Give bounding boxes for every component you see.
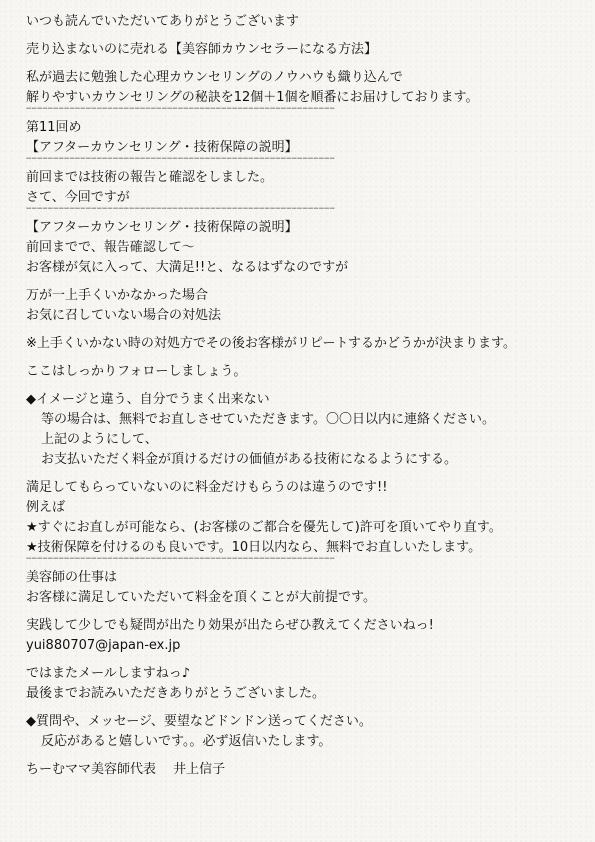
contact-email[interactable]: yui880707@japan-ex.jp — [26, 638, 181, 653]
divider-line: −−−−−−−−−−−−−−−−−−−−−−−−−−−−−−−−−−−−−−−−−−−−−−−−−−−−−−−−− — [26, 555, 335, 564]
follow-up-text: ここはしっかりフォローしましょう。 — [26, 364, 247, 379]
problem-paragraph — [26, 286, 585, 326]
closing-paragraph — [26, 664, 585, 704]
satisfaction-line: 例えば — [26, 500, 66, 515]
satisfaction-paragraph — [26, 478, 585, 558]
problem-line: お気に召していない場合の対処法 — [26, 308, 222, 323]
intro-paragraph — [26, 68, 585, 108]
case-line: 等の場合は、無料でお直しさせていただきます。〇〇日以内に連絡ください。 — [41, 412, 495, 427]
closing-line: 最後までお読みいただきありがとうございました。 — [26, 686, 326, 701]
section-heading: 【アフターカウンセリング・技術保障の説明】 — [26, 220, 298, 235]
job-line: お客様に満足していただいて料金を頂くことが大前提です。 — [26, 590, 376, 605]
closing-line: ではまたメールしますねっ♪ — [26, 666, 191, 681]
greeting-text: いつも読んでいただいてありがとうございます — [26, 14, 300, 29]
section-paragraph — [26, 218, 585, 278]
intro-line: 解りやすいカウンセリングの秘訣を12個＋1個を順番にお届けしております。 — [26, 90, 479, 105]
series-title — [26, 40, 585, 60]
signature-text: ちーむママ美容師代表 井上信子 — [26, 762, 226, 777]
case-block — [26, 390, 585, 470]
case-line: 上記のようにして、 — [41, 432, 158, 447]
section-line: 前回までで、報告確認して〜 — [26, 240, 195, 255]
divider-line: −−−−−−−−−−−−−−−−−−−−−−−−−−−−−−−−−−−−−−−−−−−−−−−−−−−−−−−−− — [26, 105, 335, 114]
note-text: ※上手くいかない時の対処方でその後お客様がリピートするかどうかが決まります。 — [26, 336, 516, 351]
satisfaction-line: 満足してもらっていないのに料金だけもらうのは違うのです!! — [26, 480, 388, 495]
problem-line: 万が一上手くいかなかった場合 — [26, 288, 209, 303]
job-line: 美容師の仕事は — [26, 570, 118, 585]
recap-line: さて、今回ですが — [26, 190, 130, 205]
episode-topic: 【アフターカウンセリング・技術保障の説明】 — [26, 140, 298, 155]
divider-line: −−−−−−−−−−−−−−−−−−−−−−−−−−−−−−−−−−−−−−−−−−−−−−−−−−−−−−−−− — [26, 155, 335, 164]
greeting — [26, 12, 585, 32]
note-paragraph — [26, 334, 585, 354]
divider-line: −−−−−−−−−−−−−−−−−−−−−−−−−−−−−−−−−−−−−−−−−−−−−−−−−−−−−−−−− — [26, 205, 335, 214]
intro-line: 私が過去に勉強した心理カウンセリングのノウハウも織り込んで — [26, 70, 403, 85]
section-line: お客様が気に入って、大満足!!と、なるはずなのですが — [26, 260, 349, 275]
recap-line: 前回までは技術の報告と確認をしました。 — [26, 170, 274, 185]
example-item: ★すぐにお直しが可能なら、(お客様のご都合を優先して)許可を頂いてやり直す。 — [26, 520, 502, 535]
invite-line: ◆質問や、メッセージ、要望などドンドン送ってください。 — [26, 714, 372, 729]
request-paragraph — [26, 616, 585, 656]
case-heading: ◆イメージと違う、自分でうまく出来ない — [26, 392, 270, 407]
recap-paragraph — [26, 168, 585, 208]
request-line: 実践して少しでも疑問が出たり効果が出たらぜひ教えてくださいねっ! — [26, 618, 434, 633]
series-title-text: 売り込まないのに売れる【美容師カウンセラーになる方法】 — [26, 42, 378, 57]
invite-line: 反応があると嬉しいです。。必ず返信いたします。 — [41, 734, 332, 749]
example-item: ★技術保障を付けるのも良いです。10日以内なら、無料でお直しいたします。 — [26, 540, 482, 555]
episode-header — [26, 118, 585, 158]
episode-number: 第11回め — [26, 120, 82, 135]
follow-up-paragraph — [26, 362, 585, 382]
job-paragraph — [26, 568, 585, 608]
invite-paragraph — [26, 712, 585, 752]
case-line: お支払いただく料金が頂けるだけの価値がある技術になるようにする。 — [41, 452, 458, 467]
signature — [26, 760, 585, 780]
